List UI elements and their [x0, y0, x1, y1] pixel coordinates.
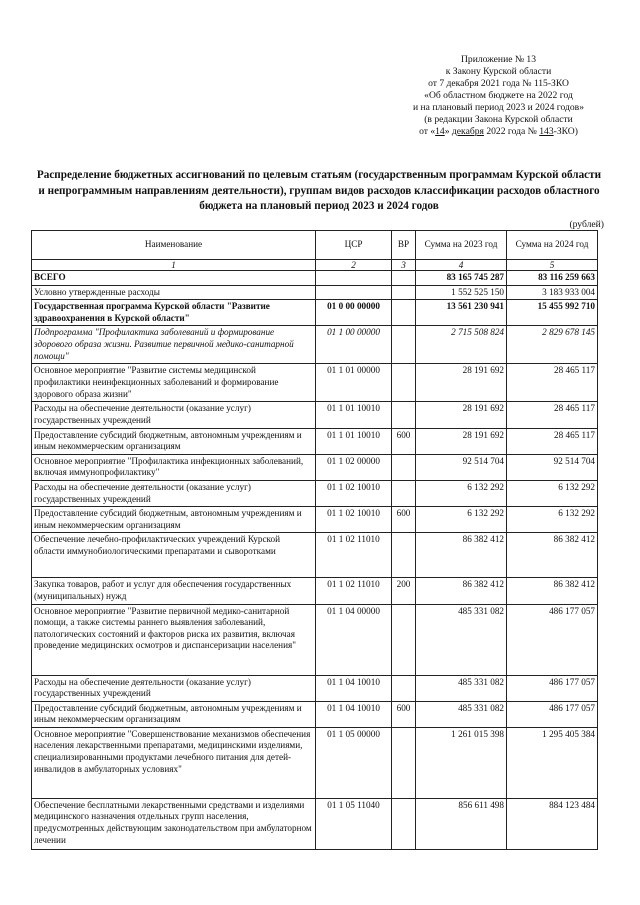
table-row [32, 604, 598, 675]
cell-vr [392, 480, 416, 506]
appendix-line: и на плановый период 2023 и 2024 годов» [413, 102, 584, 113]
revision-prefix: от « [419, 126, 436, 137]
cell-csr: 01 1 04 10010 [316, 675, 392, 701]
document-title: Распределение бюджетных ассигнований по целевым статьям (государственным программам Курской области и непрограммным направлениям деятельности), группам видов расходов классификации расходов областного бюджета на плановый период 2023 и 2024 годов [36, 169, 602, 212]
cell-sum-2023: 485 331 082 [416, 604, 507, 675]
table-header-row [32, 231, 598, 260]
cell-sum-2024: 1 295 405 384 [507, 727, 598, 798]
cell-csr: 01 1 01 10010 [316, 428, 392, 454]
cell-vr: 600 [392, 507, 416, 533]
header-sum-2023: Сумма на 2023 год [416, 231, 507, 260]
cell-sum-2023: 2 715 508 824 [416, 326, 507, 364]
cell-sum-2023: 92 514 704 [416, 454, 507, 480]
cell-name: Предоставление субсидий бюджетным, автономным учреждениям и иным некоммерческим организациям [32, 701, 316, 727]
cell-sum-2023: 83 165 745 287 [416, 271, 507, 286]
cell-vr: 200 [392, 578, 416, 604]
cell-sum-2023: 1 261 015 398 [416, 727, 507, 798]
cell-name: Закупка товаров, работ и услуг для обеспечения государственных (муниципальных) нужд [32, 578, 316, 604]
cell-csr: 01 1 02 00000 [316, 454, 392, 480]
cell-name: Расходы на обеспечение деятельности (оказание услуг) государственных учреждений [32, 480, 316, 506]
table-row [32, 326, 598, 364]
cell-csr [316, 285, 392, 300]
cell-vr [392, 300, 416, 326]
cell-vr [392, 364, 416, 402]
cell-sum-2024: 86 382 412 [507, 578, 598, 604]
table-row [32, 285, 598, 300]
header-csr: ЦСР [316, 231, 392, 260]
column-number: 2 [316, 260, 392, 271]
cell-sum-2023: 485 331 082 [416, 675, 507, 701]
cell-sum-2023: 1 552 525 150 [416, 285, 507, 300]
cell-csr: 01 0 00 00000 [316, 300, 392, 326]
cell-vr [392, 675, 416, 701]
cell-name: Условно утвержденные расходы [32, 285, 316, 300]
column-number: 5 [507, 260, 598, 271]
cell-csr: 01 1 02 11010 [316, 533, 392, 578]
cell-name: Предоставление субсидий бюджетным, автономным учреждениям и иным некоммерческим организациям [32, 428, 316, 454]
cell-vr [392, 271, 416, 286]
revision-number: 143 [539, 126, 554, 137]
cell-csr: 01 1 02 10010 [316, 507, 392, 533]
cell-sum-2023: 28 191 692 [416, 364, 507, 402]
column-number: 1 [32, 260, 316, 271]
header-name: Наименование [32, 231, 316, 260]
cell-csr: 01 1 01 00000 [316, 364, 392, 402]
table-row [32, 727, 598, 798]
units-label: (рублей) [569, 219, 604, 230]
cell-sum-2024: 486 177 057 [507, 701, 598, 727]
cell-sum-2024: 3 183 933 004 [507, 285, 598, 300]
appendix-line: (в редакции Закона Курской области [424, 114, 573, 125]
cell-name: Государственная программа Курской области "Развитие здравоохранения в Курской области" [32, 300, 316, 326]
cell-vr [392, 727, 416, 798]
cell-sum-2023: 86 382 412 [416, 533, 507, 578]
cell-name: Обеспечение лечебно-профилактических учреждений Курской области иммунобиологическими препаратами и сыворотками [32, 533, 316, 578]
appendix-line-revision [413, 126, 584, 138]
cell-sum-2024: 6 132 292 [507, 507, 598, 533]
cell-sum-2023: 13 561 230 941 [416, 300, 507, 326]
header-vr: ВР [392, 231, 416, 260]
cell-name: Расходы на обеспечение деятельности (оказание услуг) государственных учреждений [32, 402, 316, 428]
cell-csr: 01 1 05 11040 [316, 798, 392, 849]
cell-csr: 01 1 02 10010 [316, 480, 392, 506]
cell-sum-2024: 92 514 704 [507, 454, 598, 480]
budget-table [31, 230, 598, 850]
cell-vr [392, 402, 416, 428]
table-row [32, 271, 598, 286]
table-row [32, 454, 598, 480]
cell-sum-2024: 15 455 992 710 [507, 300, 598, 326]
cell-csr: 01 1 05 00000 [316, 727, 392, 798]
cell-csr: 01 1 01 10010 [316, 402, 392, 428]
header-sum-2024: Сумма на 2024 год [507, 231, 598, 260]
cell-sum-2023: 28 191 692 [416, 402, 507, 428]
table-row [32, 507, 598, 533]
table-row [32, 578, 598, 604]
revision-suffix: -ЗКО) [553, 126, 578, 137]
cell-csr [316, 271, 392, 286]
cell-vr [392, 798, 416, 849]
table-row [32, 533, 598, 578]
cell-sum-2024: 28 465 117 [507, 428, 598, 454]
cell-sum-2024: 28 465 117 [507, 402, 598, 428]
table-row [32, 798, 598, 849]
cell-vr [392, 285, 416, 300]
cell-sum-2024: 28 465 117 [507, 364, 598, 402]
revision-month: декабря [451, 126, 484, 137]
cell-sum-2024: 83 116 259 663 [507, 271, 598, 286]
cell-sum-2023: 856 611 498 [416, 798, 507, 849]
table-row [32, 402, 598, 428]
revision-day: 14 [435, 126, 445, 137]
table-row [32, 300, 598, 326]
cell-name: Обеспечение бесплатными лекарственными средствами и изделиями медицинского назначения отдельных групп населения, предусмотренных действующим законодательством при амбулаторном лечении [32, 798, 316, 849]
revision-year: 2022 года № [483, 126, 540, 137]
cell-sum-2023: 28 191 692 [416, 428, 507, 454]
revision-sep: » [444, 126, 452, 137]
cell-name: Основное мероприятие "Развитие системы медицинской профилактики неинфекционных заболеваний и формирование здорового образа жизни" [32, 364, 316, 402]
cell-vr [392, 326, 416, 364]
appendix-line: Приложение № 13 [460, 54, 537, 65]
table-row [32, 675, 598, 701]
cell-sum-2024: 486 177 057 [507, 675, 598, 701]
cell-sum-2024: 884 123 484 [507, 798, 598, 849]
appendix-line: «Об областном бюджете на 2022 год [424, 90, 573, 101]
cell-sum-2024: 486 177 057 [507, 604, 598, 675]
cell-name: Основное мероприятие "Профилактика инфекционных заболеваний, включая иммунопрофилактику" [32, 454, 316, 480]
cell-vr [392, 454, 416, 480]
appendix-line: от 7 декабря 2021 года № 115-ЗКО [428, 78, 569, 89]
cell-sum-2023: 6 132 292 [416, 480, 507, 506]
cell-name: Предоставление субсидий бюджетным, автономным учреждениям и иным некоммерческим организациям [32, 507, 316, 533]
table-row [32, 364, 598, 402]
table-row [32, 701, 598, 727]
cell-sum-2023: 6 132 292 [416, 507, 507, 533]
cell-name: ВСЕГО [32, 271, 316, 286]
cell-vr: 600 [392, 701, 416, 727]
column-number: 3 [392, 260, 416, 271]
cell-name: Основное мероприятие "Совершенствование механизмов обеспечения населения лекарственными препаратами, медицинскими изделиями, специализированными продуктами лечебного питания для детей-инвалидов в амбулаторных условиях" [32, 727, 316, 798]
cell-csr: 01 1 04 10010 [316, 701, 392, 727]
cell-sum-2024: 6 132 292 [507, 480, 598, 506]
cell-vr: 600 [392, 428, 416, 454]
cell-csr: 01 1 02 11010 [316, 578, 392, 604]
cell-name: Подпрограмма "Профилактика заболеваний и формирование здорового образа жизни. Развитие первичной медико-санитарной помощи" [32, 326, 316, 364]
cell-sum-2024: 2 829 678 145 [507, 326, 598, 364]
cell-csr: 01 1 04 00000 [316, 604, 392, 675]
table-row [32, 428, 598, 454]
table-row [32, 480, 598, 506]
cell-csr: 01 1 00 00000 [316, 326, 392, 364]
cell-name: Основное мероприятие "Развитие первичной медико-санитарной помощи, а также системы раннего выявления заболеваний, патологических состояний и факторов риска их развития, включая проведение медицинских осмотров и диспансеризации населения" [32, 604, 316, 675]
cell-name: Расходы на обеспечение деятельности (оказание услуг) государственных учреждений [32, 675, 316, 701]
column-number-row [32, 260, 598, 271]
column-number: 4 [416, 260, 507, 271]
cell-sum-2023: 86 382 412 [416, 578, 507, 604]
appendix-header [413, 54, 584, 138]
appendix-line: к Закону Курской области [445, 66, 552, 77]
cell-vr [392, 604, 416, 675]
cell-sum-2023: 485 331 082 [416, 701, 507, 727]
cell-sum-2024: 86 382 412 [507, 533, 598, 578]
cell-vr [392, 533, 416, 578]
